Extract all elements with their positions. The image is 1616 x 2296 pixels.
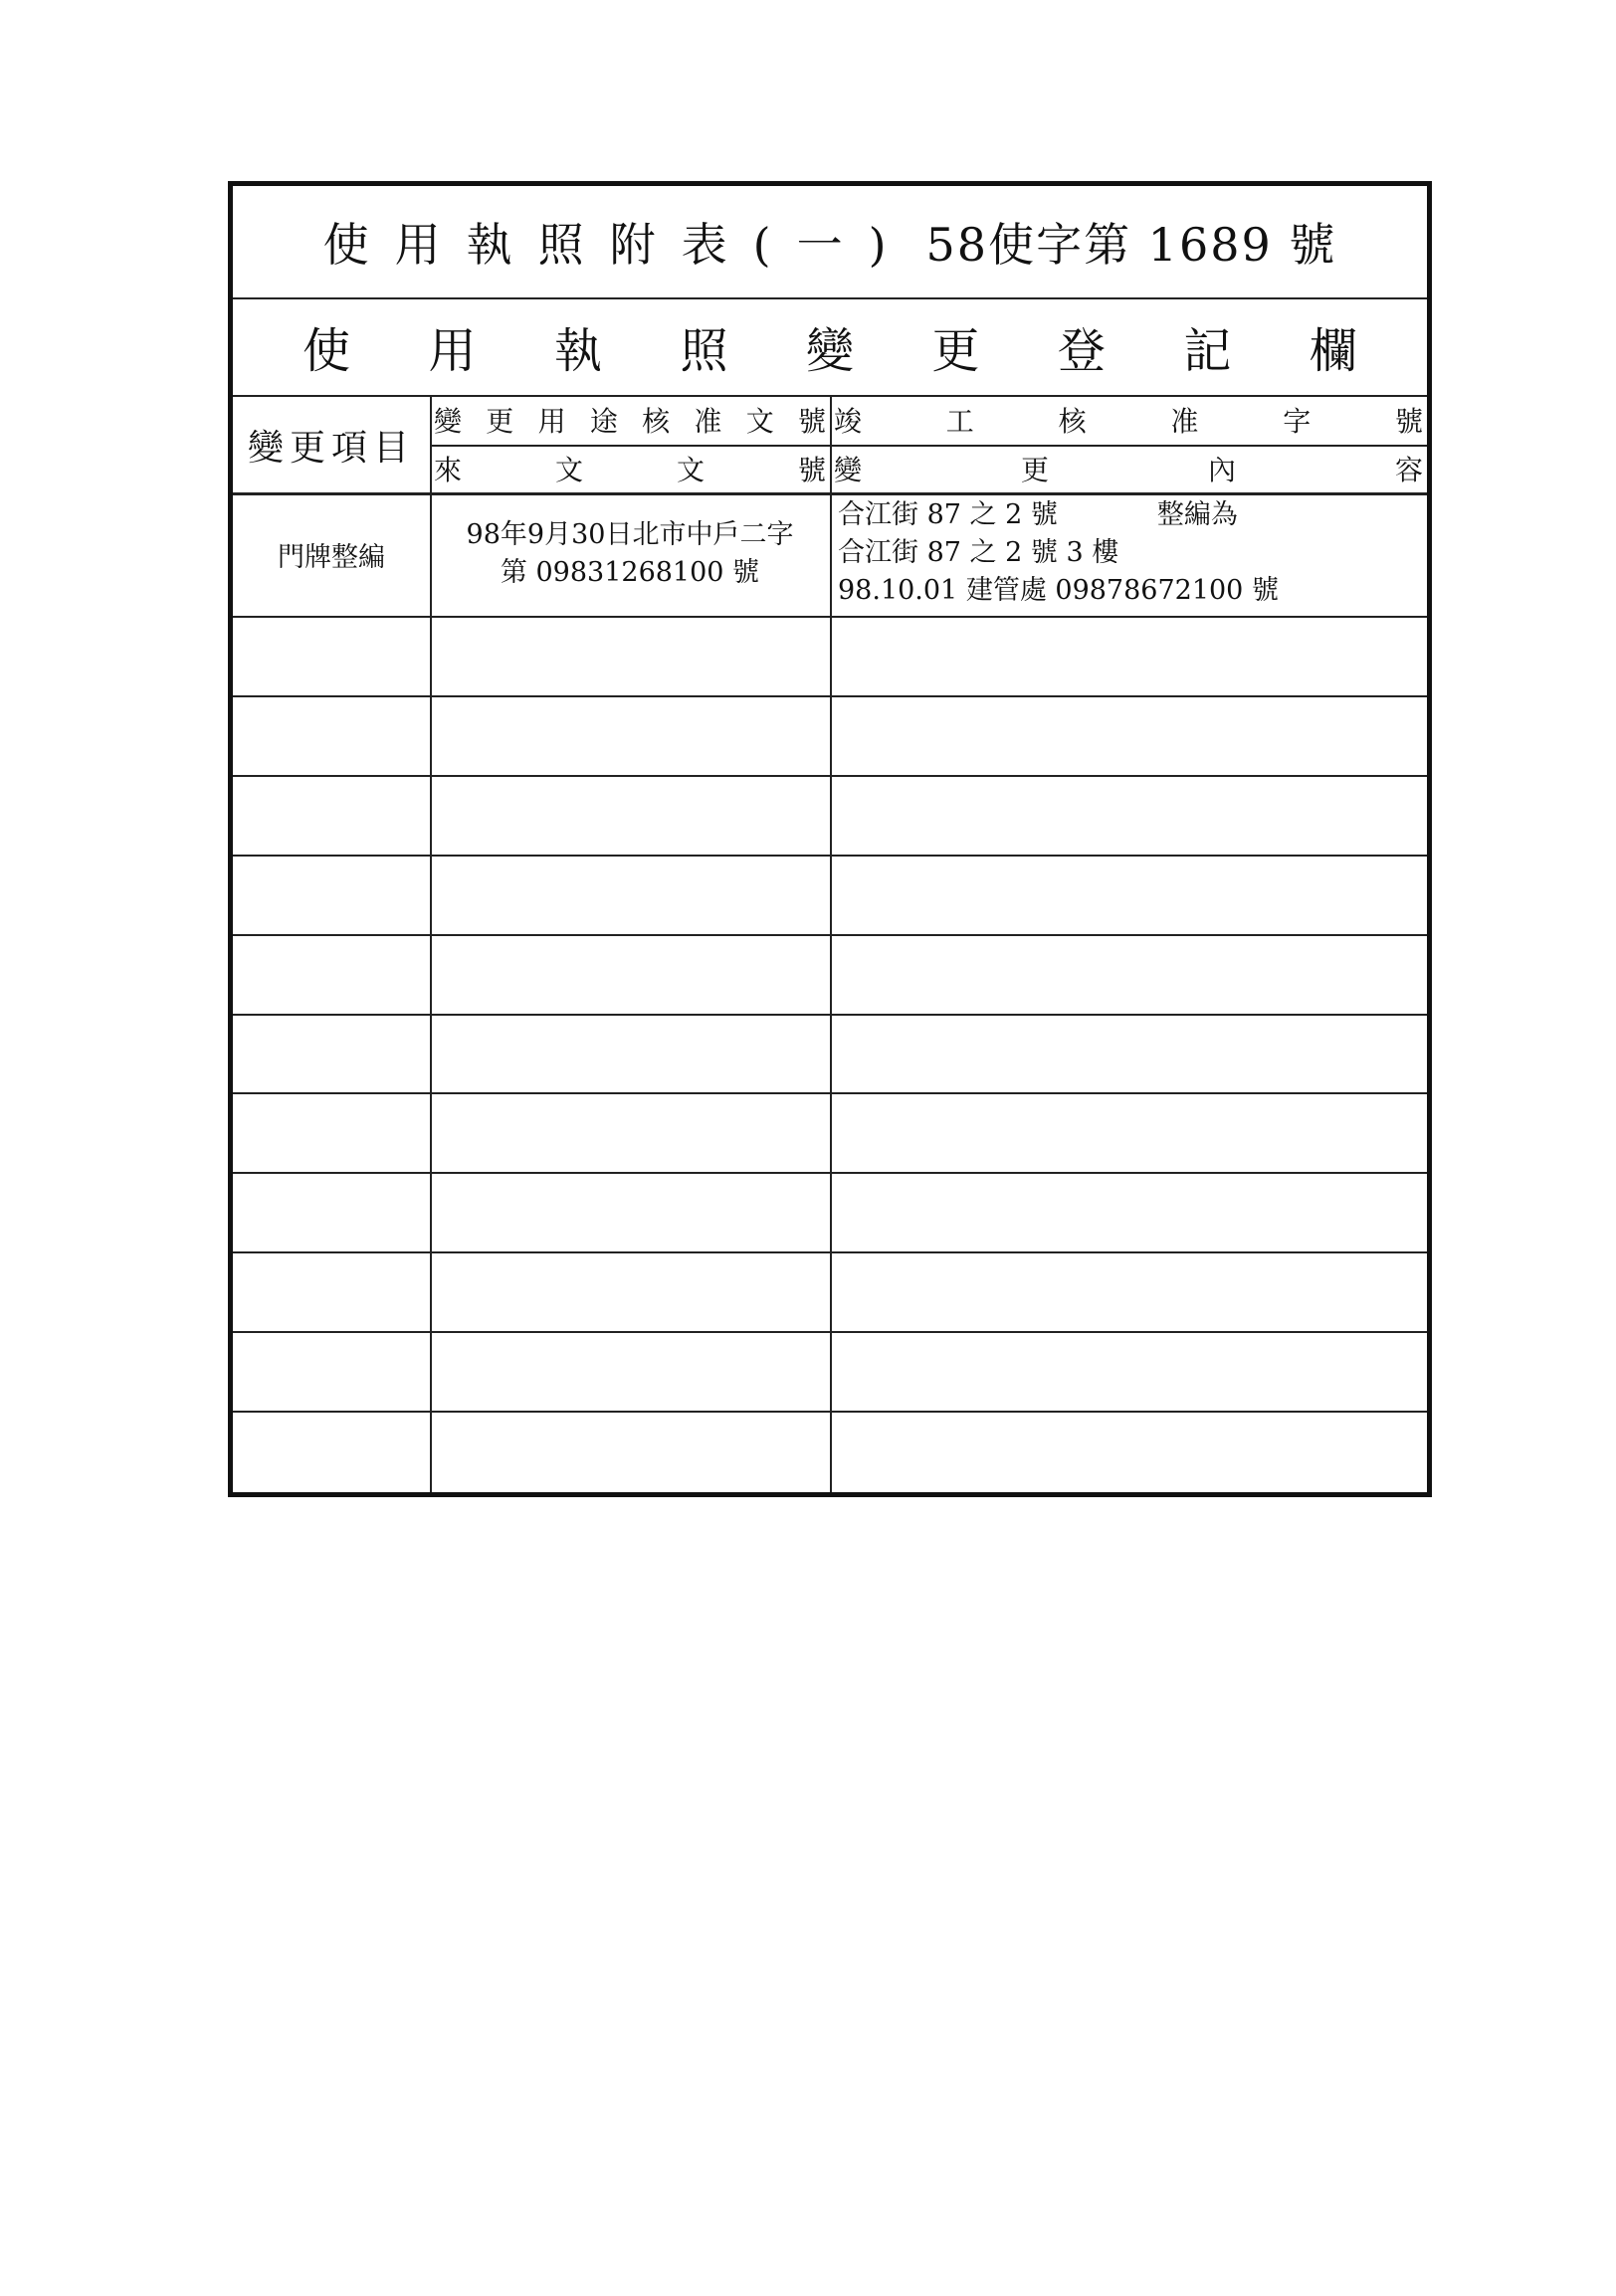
header-char: 文 xyxy=(745,405,774,438)
header-char: 號 xyxy=(797,454,826,486)
header-char: 號 xyxy=(1394,405,1423,438)
change-item-cell: 門牌整編 xyxy=(278,541,385,573)
header-char: 容 xyxy=(1394,454,1423,486)
change-content-line xyxy=(838,572,1419,610)
usage-permit-sheet xyxy=(228,181,1432,1497)
header-char: 用 xyxy=(537,405,566,438)
header-char: 更 xyxy=(1020,454,1049,486)
approval-no-line: 98年9月30日北市中戶二字 xyxy=(466,519,794,550)
header-char: 工 xyxy=(945,405,974,438)
header-char: 核 xyxy=(1058,405,1087,438)
section-title-char: 照 xyxy=(680,322,728,379)
sheet-title xyxy=(233,186,1427,299)
section-title xyxy=(233,297,1427,397)
header-change-item: 變更項目 xyxy=(247,427,415,469)
permit-number: 58使字第 1689 號 xyxy=(925,218,1337,272)
change-content-cell xyxy=(830,492,1427,616)
section-title-char: 欄 xyxy=(1309,322,1357,379)
header-char: 內 xyxy=(1207,454,1236,486)
header-char: 變 xyxy=(434,405,463,438)
section-title-char: 記 xyxy=(1183,322,1232,379)
approval-no-cell xyxy=(430,492,830,616)
sheet-title-text: 使用執照附表(一) xyxy=(322,218,912,272)
header-change-content xyxy=(830,445,1427,490)
column-divider xyxy=(430,397,432,1492)
header-approval-no xyxy=(430,397,830,443)
header-char: 准 xyxy=(694,405,722,438)
header-char: 更 xyxy=(486,405,514,438)
header-char: 核 xyxy=(642,405,671,438)
header-completion-no xyxy=(830,397,1427,443)
header-char: 來 xyxy=(434,454,463,486)
column-divider xyxy=(830,397,832,1492)
content-text: 98.10.01 建管處 09878672100 號 xyxy=(838,575,1279,606)
header-char: 准 xyxy=(1170,405,1199,438)
content-text: 合江街 87 之 2 號 3 樓 xyxy=(838,537,1119,568)
section-title-char: 更 xyxy=(931,322,980,379)
header-char: 竣 xyxy=(834,405,863,438)
header-char: 文 xyxy=(554,454,583,486)
section-title-char: 變 xyxy=(805,322,854,379)
header-char: 變 xyxy=(834,454,863,486)
change-content-line xyxy=(838,534,1419,572)
change-content-line xyxy=(838,496,1419,534)
section-title-char: 用 xyxy=(428,322,477,379)
header-char: 文 xyxy=(676,454,705,486)
header-char: 字 xyxy=(1283,405,1312,438)
header-char: 號 xyxy=(797,405,826,438)
approval-no-line: 第 09831268100 號 xyxy=(500,557,760,588)
content-note: 整編為 xyxy=(1156,499,1238,530)
header-char: 途 xyxy=(589,405,618,438)
section-title-char: 使 xyxy=(303,322,351,379)
section-title-char: 執 xyxy=(553,322,602,379)
section-title-char: 登 xyxy=(1057,322,1106,379)
header-incoming-no xyxy=(430,445,830,490)
content-text: 合江街 87 之 2 號 xyxy=(838,499,1058,530)
